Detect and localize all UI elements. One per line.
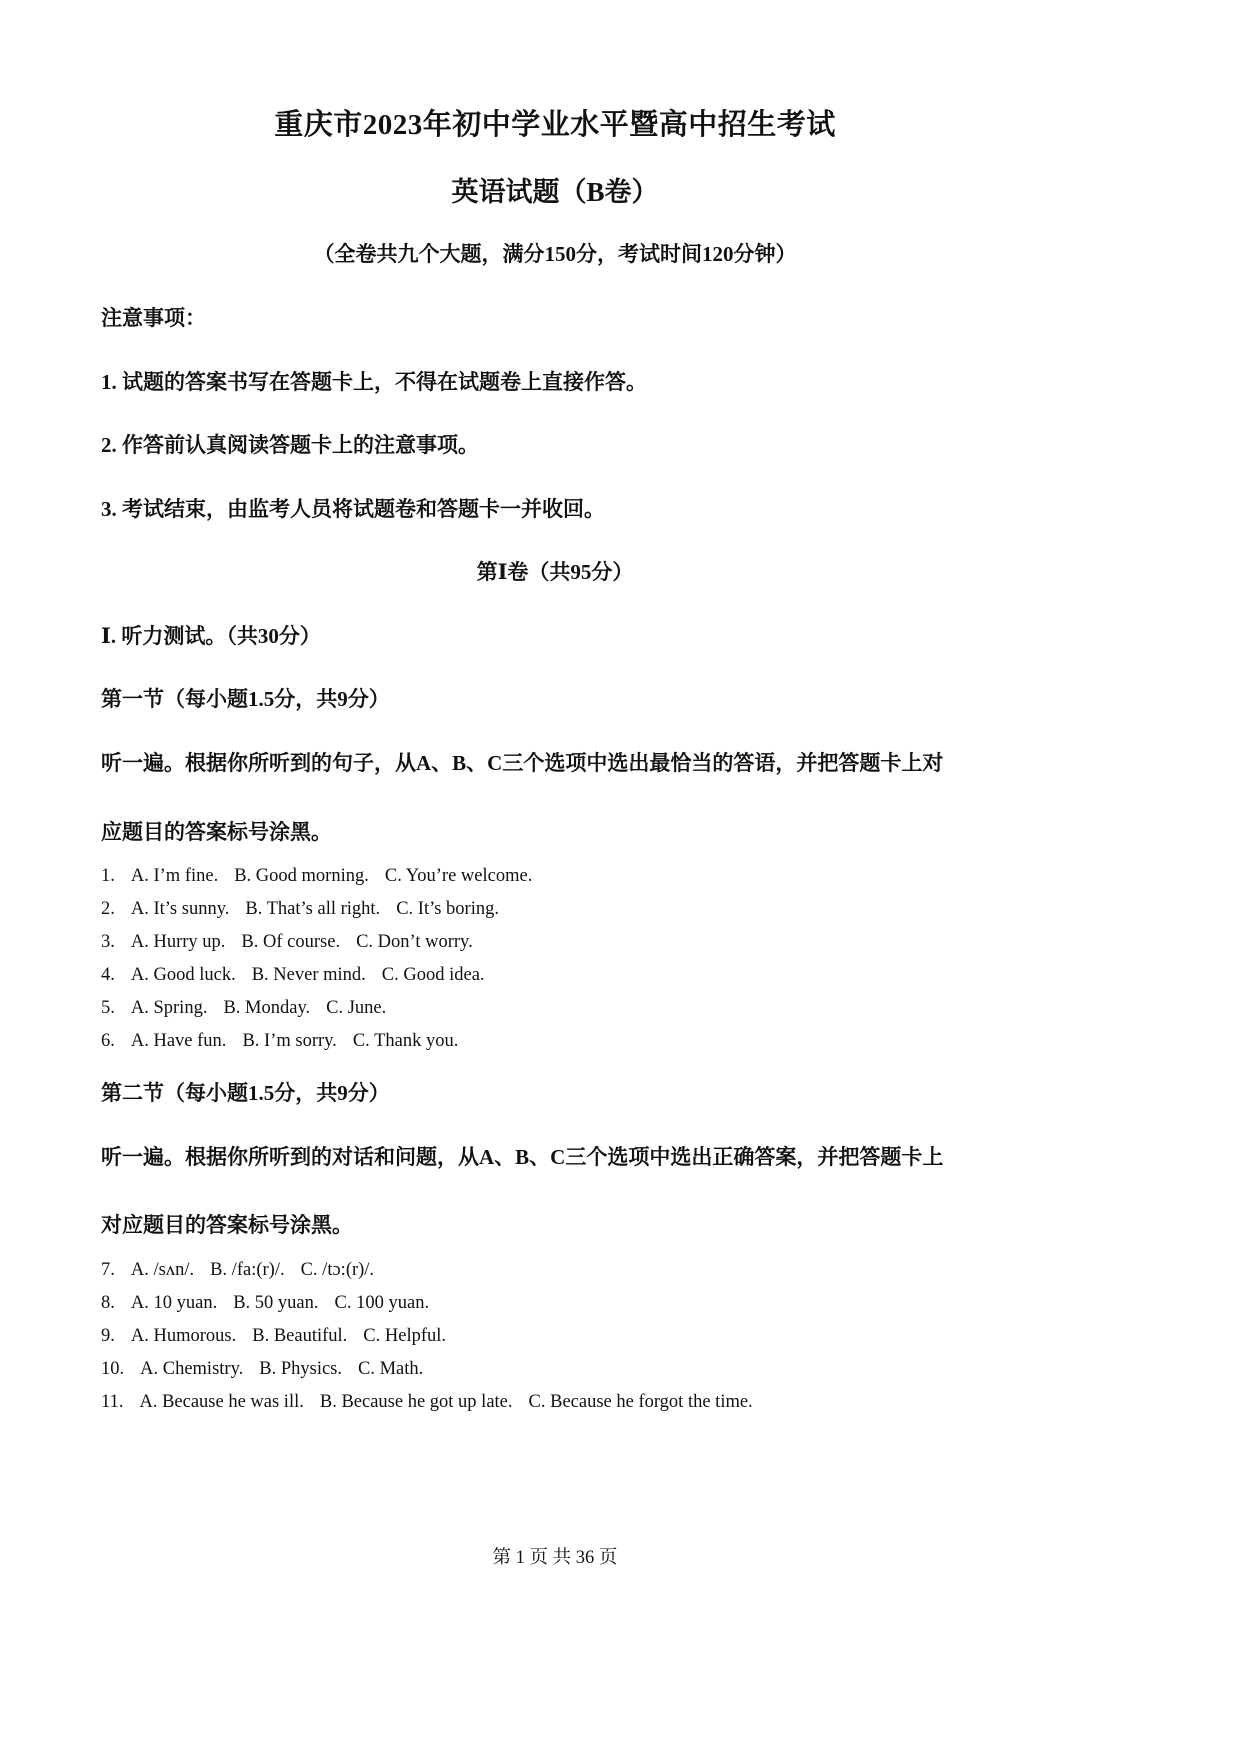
- option-a: A. 10 yuan.: [130, 1293, 218, 1313]
- volume-title: 第Ⅰ卷（共95分）: [476, 560, 634, 584]
- page-footer: 第 1 页 共 36 页: [492, 1548, 618, 1568]
- question-number: 11.: [101, 1392, 124, 1412]
- option-a: A. Hurry up.: [130, 932, 226, 952]
- option-b: B. I’m sorry.: [242, 1031, 337, 1051]
- option-a: A. /sʌn/.: [130, 1260, 195, 1280]
- option-b: B. 50 yuan.: [233, 1293, 319, 1313]
- option-b: B. Never mind.: [251, 965, 366, 985]
- section1-title: 第一节（每小题1.5分，共9分）: [101, 687, 390, 711]
- option-a: A. Have fun.: [130, 1031, 227, 1051]
- question-5: [101, 998, 386, 1019]
- section1-instruction-line2: 应题目的答案标号涂黑。: [101, 820, 332, 844]
- option-c: C. Good idea.: [381, 965, 485, 985]
- section1-instruction-line1: 听一遍。根据你所听到的句子，从A、B、C三个选项中选出最恰当的答语，并把答题卡上对: [101, 751, 944, 775]
- question-number: 4.: [101, 965, 115, 985]
- option-c: C. June.: [326, 998, 387, 1018]
- question-number: 1.: [101, 866, 115, 886]
- option-a: A. It’s sunny.: [130, 899, 230, 919]
- question-number: 3.: [101, 932, 115, 952]
- option-a: A. I’m fine.: [130, 866, 219, 886]
- question-number: 2.: [101, 899, 115, 919]
- option-c: C. It’s boring.: [396, 899, 499, 919]
- option-a: A. Good luck.: [130, 965, 236, 985]
- option-c: C. Helpful.: [363, 1326, 447, 1346]
- question-6: [101, 1031, 458, 1052]
- question-number: 6.: [101, 1031, 115, 1051]
- question-number: 8.: [101, 1293, 115, 1313]
- question-number: 5.: [101, 998, 115, 1018]
- option-c: C. You’re welcome.: [384, 866, 533, 886]
- question-4: [101, 965, 485, 986]
- paper-name: 英语试题（B卷）: [451, 177, 659, 207]
- question-number: 7.: [101, 1260, 115, 1280]
- option-b: B. Because he got up late.: [319, 1392, 513, 1412]
- question-number: 10.: [101, 1359, 125, 1379]
- question-2: [101, 899, 499, 920]
- exam-info: （全卷共九个大题，满分150分，考试时间120分钟）: [313, 242, 797, 266]
- option-c: C. Thank you.: [352, 1031, 459, 1051]
- option-b: B. Good morning.: [234, 866, 369, 886]
- option-b: B. That’s all right.: [245, 899, 381, 919]
- notice-item-3: 3. 考试结束，由监考人员将试题卷和答题卡一并收回。: [101, 497, 605, 521]
- part1-title: Ⅰ. 听力测试。（共30分）: [101, 624, 321, 648]
- option-b: B. Monday.: [223, 998, 311, 1018]
- option-a: A. Because he was ill.: [139, 1392, 304, 1412]
- option-b: B. /fa:(r)/.: [210, 1260, 285, 1280]
- option-a: A. Humorous.: [130, 1326, 237, 1346]
- option-b: B. Physics.: [259, 1359, 343, 1379]
- question-8: [101, 1293, 429, 1314]
- question-10: [101, 1359, 423, 1380]
- section2-instruction-line1: 听一遍。根据你所听到的对话和问题，从A、B、C三个选项中选出正确答案，并把答题卡上: [101, 1145, 944, 1169]
- option-c: C. 100 yuan.: [334, 1293, 430, 1313]
- option-a: A. Chemistry.: [140, 1359, 244, 1379]
- notice-item-1: 1. 试题的答案书写在答题卡上，不得在试题卷上直接作答。: [101, 370, 647, 394]
- question-number: 9.: [101, 1326, 115, 1346]
- section2-instruction-line2: 对应题目的答案标号涂黑。: [101, 1213, 353, 1237]
- option-c: C. Because he forgot the time.: [528, 1392, 753, 1412]
- question-11: [101, 1392, 753, 1413]
- question-9: [101, 1326, 446, 1347]
- notice-item-2: 2. 作答前认真阅读答题卡上的注意事项。: [101, 433, 479, 457]
- question-3: [101, 932, 473, 953]
- section2-title: 第二节（每小题1.5分，共9分）: [101, 1081, 390, 1105]
- option-c: C. /tɔ:(r)/.: [300, 1260, 375, 1280]
- question-1: [101, 866, 532, 887]
- option-a: A. Spring.: [130, 998, 208, 1018]
- option-c: C. Math.: [358, 1359, 424, 1379]
- option-b: B. Beautiful.: [252, 1326, 348, 1346]
- document-title: 重庆市2023年初中学业水平暨高中招生考试: [274, 109, 836, 141]
- option-b: B. Of course.: [241, 932, 341, 952]
- question-7: [101, 1260, 374, 1281]
- option-c: C. Don’t worry.: [356, 932, 473, 952]
- notice-heading: 注意事项：: [101, 306, 206, 330]
